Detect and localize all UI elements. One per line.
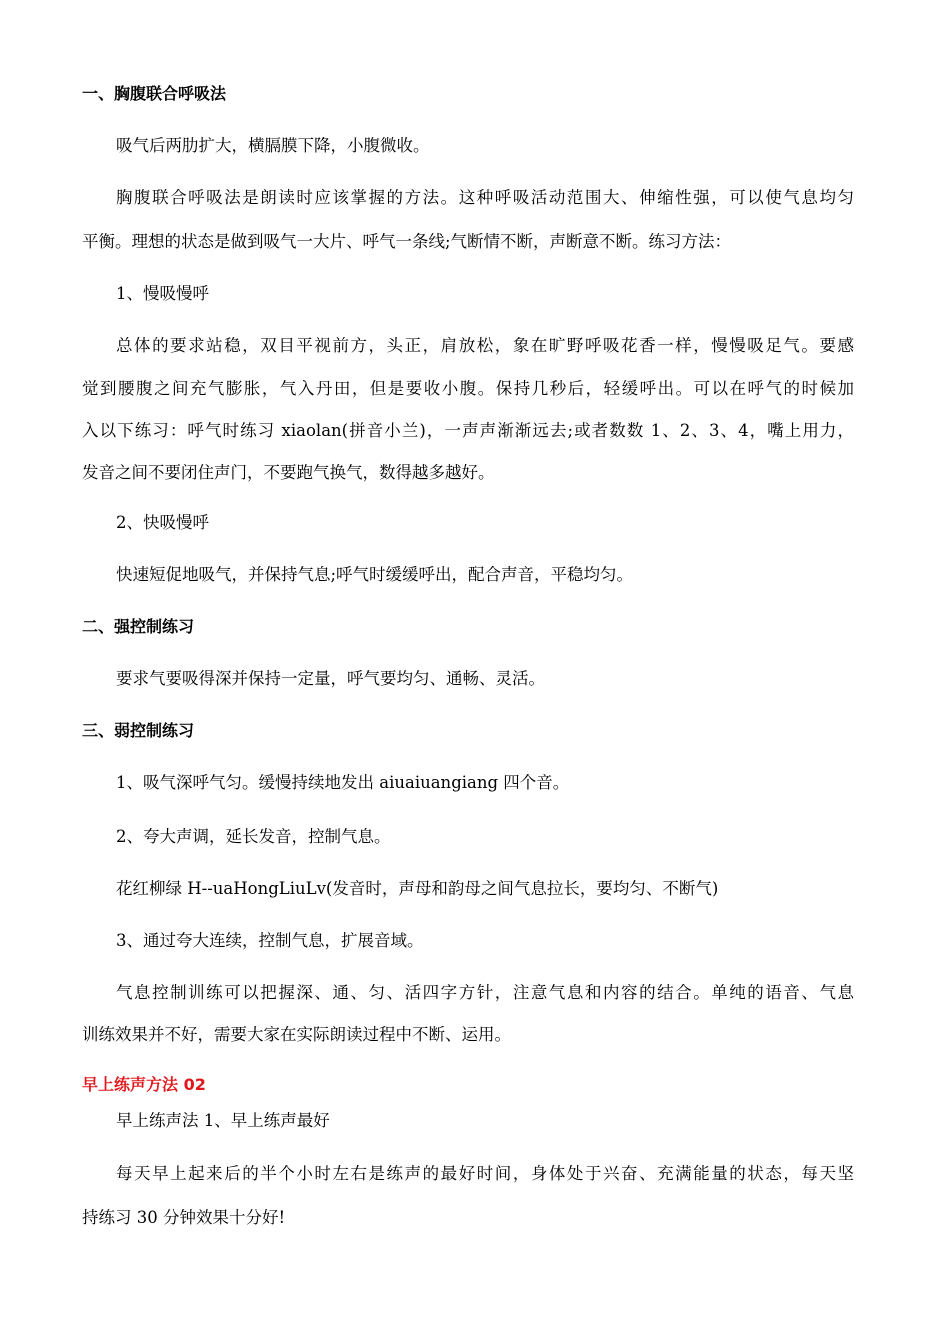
- section-heading-3: 三、弱控制练习: [82, 721, 195, 740]
- paragraph-method-line-2: 平衡。理想的状态是做到吸气一大片、呼气一条线;气断情不断，声断意不断。练习方法：: [82, 232, 732, 251]
- paragraph-morning-method: 早上练声法 1、早上练声最好: [116, 1111, 330, 1130]
- list-item-deep-inhale: 1、吸气深呼气匀。缓慢持续地发出 aiuaiuangiang 四个音。: [116, 773, 570, 792]
- list-item-exaggerate-tone: 2、夸大声调，延长发音，控制气息。: [116, 827, 391, 846]
- paragraph-posture-line-2: 觉到腰腹之间充气膨胀，气入丹田，但是要收小腹。保持几秒后，轻缓呼出。可以在呼气的时候加: [82, 379, 854, 398]
- list-item-fast-slow: 2、快吸慢呼: [116, 513, 209, 532]
- paragraph-posture-line-4: 发音之间不要闭住声门，不要跑气换气，数得越多越好。: [82, 463, 495, 482]
- paragraph-posture-line-1: 总体的要求站稳，双目平视前方，头正，肩放松，象在旷野呼吸花香一样，慢慢吸足气。要感: [116, 336, 854, 355]
- paragraph-conclusion-line-1: 气息控制训练可以把握深、通、匀、活四字方针，注意气息和内容的结合。单纯的语音、气息: [116, 983, 854, 1002]
- paragraph-morning-line-2: 持练习 30 分钟效果十分好!: [82, 1208, 286, 1227]
- paragraph-example-phrase: 花红柳绿 H--uaHongLiuLv(发音时，声母和韵母之间气息拉长，要均匀、不断气): [116, 879, 719, 898]
- paragraph-conclusion-line-2: 训练效果并不好，需要大家在实际朗读过程中不断、运用。: [82, 1025, 511, 1044]
- paragraph-posture-line-3: 入以下练习：呼气时练习 xiaolan(拼音小兰)，一声声渐渐远去;或者数数 1、2、3、4，嘴上用力，: [82, 421, 854, 440]
- list-item-continuity: 3、通过夸大连续，控制气息，扩展音域。: [116, 931, 424, 950]
- list-item-slow-slow: 1、慢吸慢呼: [116, 284, 209, 303]
- paragraph-fast-inhale: 快速短促地吸气，并保持气息;呼气时缓缓呼出，配合声音，平稳均匀。: [116, 565, 634, 584]
- section-heading-morning: 早上练声方法 02: [82, 1075, 206, 1094]
- paragraph-morning-line-1: 每天早上起来后的半个小时左右是练声的最好时间，身体处于兴奋、充满能量的状态，每天坚: [116, 1164, 854, 1183]
- section-heading-1: 一、胸腹联合呼吸法: [82, 84, 227, 103]
- paragraph-strong-control: 要求气要吸得深并保持一定量，呼气要均匀、通畅、灵活。: [116, 669, 545, 688]
- paragraph-method-line-1: 胸腹联合呼吸法是朗读时应该掌握的方法。这种呼吸活动范围大、伸缩性强，可以使气息均匀: [116, 188, 854, 207]
- paragraph-breathing-summary: 吸气后两肋扩大，横膈膜下降，小腹微收。: [116, 136, 430, 155]
- section-heading-2: 二、强控制练习: [82, 617, 195, 636]
